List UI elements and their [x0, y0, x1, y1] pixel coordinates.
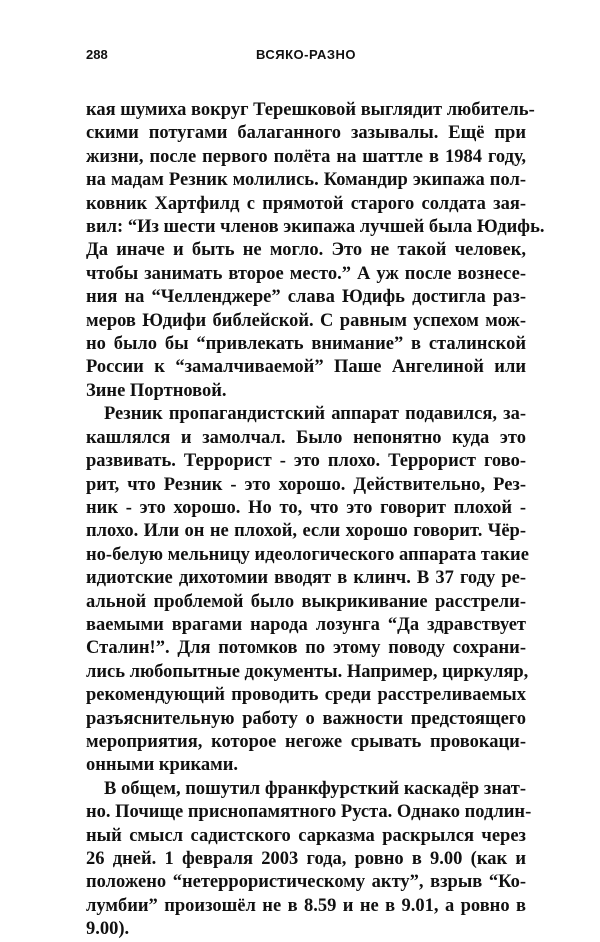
- text-line: 9.00).: [86, 919, 130, 940]
- text-line: онными криками.: [86, 755, 239, 776]
- running-title: ВСЯКО-РАЗНО: [255, 47, 357, 62]
- text-line: мероприятия, которое негоже срывать провокаци-: [86, 731, 526, 752]
- text-line: ния на “Челленджере” слава Юдифь достигла раз-: [86, 287, 526, 308]
- text-line: Да иначе и быть не могло. Это не такой человек,: [86, 240, 526, 261]
- text-line: 26 дней. 1 февраля 2003 года, ровно в 9.00 (как и: [86, 849, 526, 869]
- text-line: вил: “Из шести членов экипажа лучшей была Юдифь.: [86, 217, 545, 238]
- text-line: скими потугами балаганного зазывалы. Ещё при: [86, 123, 526, 144]
- body-text: [86, 99, 545, 942]
- text-line: чтобы занимать второе место.” А уж после вознесе-: [86, 263, 526, 284]
- text-line: кашлялся и замолчал. Было непонятно куда это: [86, 427, 526, 448]
- text-line: ный смысл садистского сарказма раскрылся через: [86, 825, 526, 846]
- paragraph-3: [86, 778, 532, 942]
- page-header: [86, 44, 526, 66]
- text-line: меров Юдифи библейской. С равным успехом мож-: [86, 310, 526, 331]
- paragraph-2: [86, 403, 529, 778]
- text-line: альной проблемой было выкрикивание расстрели-: [86, 591, 526, 612]
- text-line: лумбии” произошёл не в 8.59 и не в 9.01, а ровно в: [86, 895, 526, 916]
- text-line: лись любопытные документы. Например, циркуляр,: [86, 661, 529, 682]
- text-line: на мадам Резник молились. Командир экипажа пол-: [86, 170, 526, 191]
- text-line: жизни, после первого полёта на шаттле в 1984 году,: [86, 146, 526, 167]
- text-line: ник - это хорошо. Но то, что это говорит плохой -: [86, 497, 526, 518]
- text-line: рит, что Резник - это хорошо. Действительно, Рез-: [86, 474, 526, 495]
- text-line: ваемыми врагами народа лозунга “Да здравствует: [86, 614, 526, 635]
- text-line: В общем, пошутил франкфурсткий каскадёр знат-: [104, 778, 526, 799]
- text-line: плохо. Или он не плохой, если хорошо говорит. Чёр-: [86, 521, 526, 542]
- text-line: но-белую мельницу идеологического аппарата такие: [86, 544, 529, 565]
- page-number: 288: [86, 47, 108, 62]
- text-line: положено “нетеррористическому акту”, взрыв “Ко-: [86, 872, 526, 893]
- text-line: России к “замалчиваемой” Паше Ангелиной или: [86, 357, 526, 378]
- text-line: но. Почище приснопамятного Руста. Однако подлин-: [86, 802, 532, 823]
- text-line: кая шумиха вокруг Терешковой выглядит любитель-: [86, 100, 535, 120]
- text-line: Зине Портновой.: [86, 380, 227, 401]
- paragraph-1: [86, 99, 545, 403]
- text-line: разъяснительную работу о важности предстоящего: [86, 708, 526, 729]
- text-line: рекомендующий проводить среди расстреливаемых: [86, 685, 526, 706]
- text-line: Сталин!”. Для потомков по этому поводу сохрани-: [86, 638, 526, 659]
- text-line: ковник Хартфилд с прямотой старого солдата зая-: [86, 193, 526, 214]
- text-line: но было бы “привлекать внимание” в сталинской: [86, 334, 526, 355]
- text-line: Резник пропагандистский аппарат подавился, за-: [104, 404, 526, 425]
- text-line: идиотские дихотомии вводят в клинч. В 37 году ре-: [86, 568, 526, 589]
- text-line: развивать. Террорист - это плохо. Террорист гово-: [86, 451, 526, 472]
